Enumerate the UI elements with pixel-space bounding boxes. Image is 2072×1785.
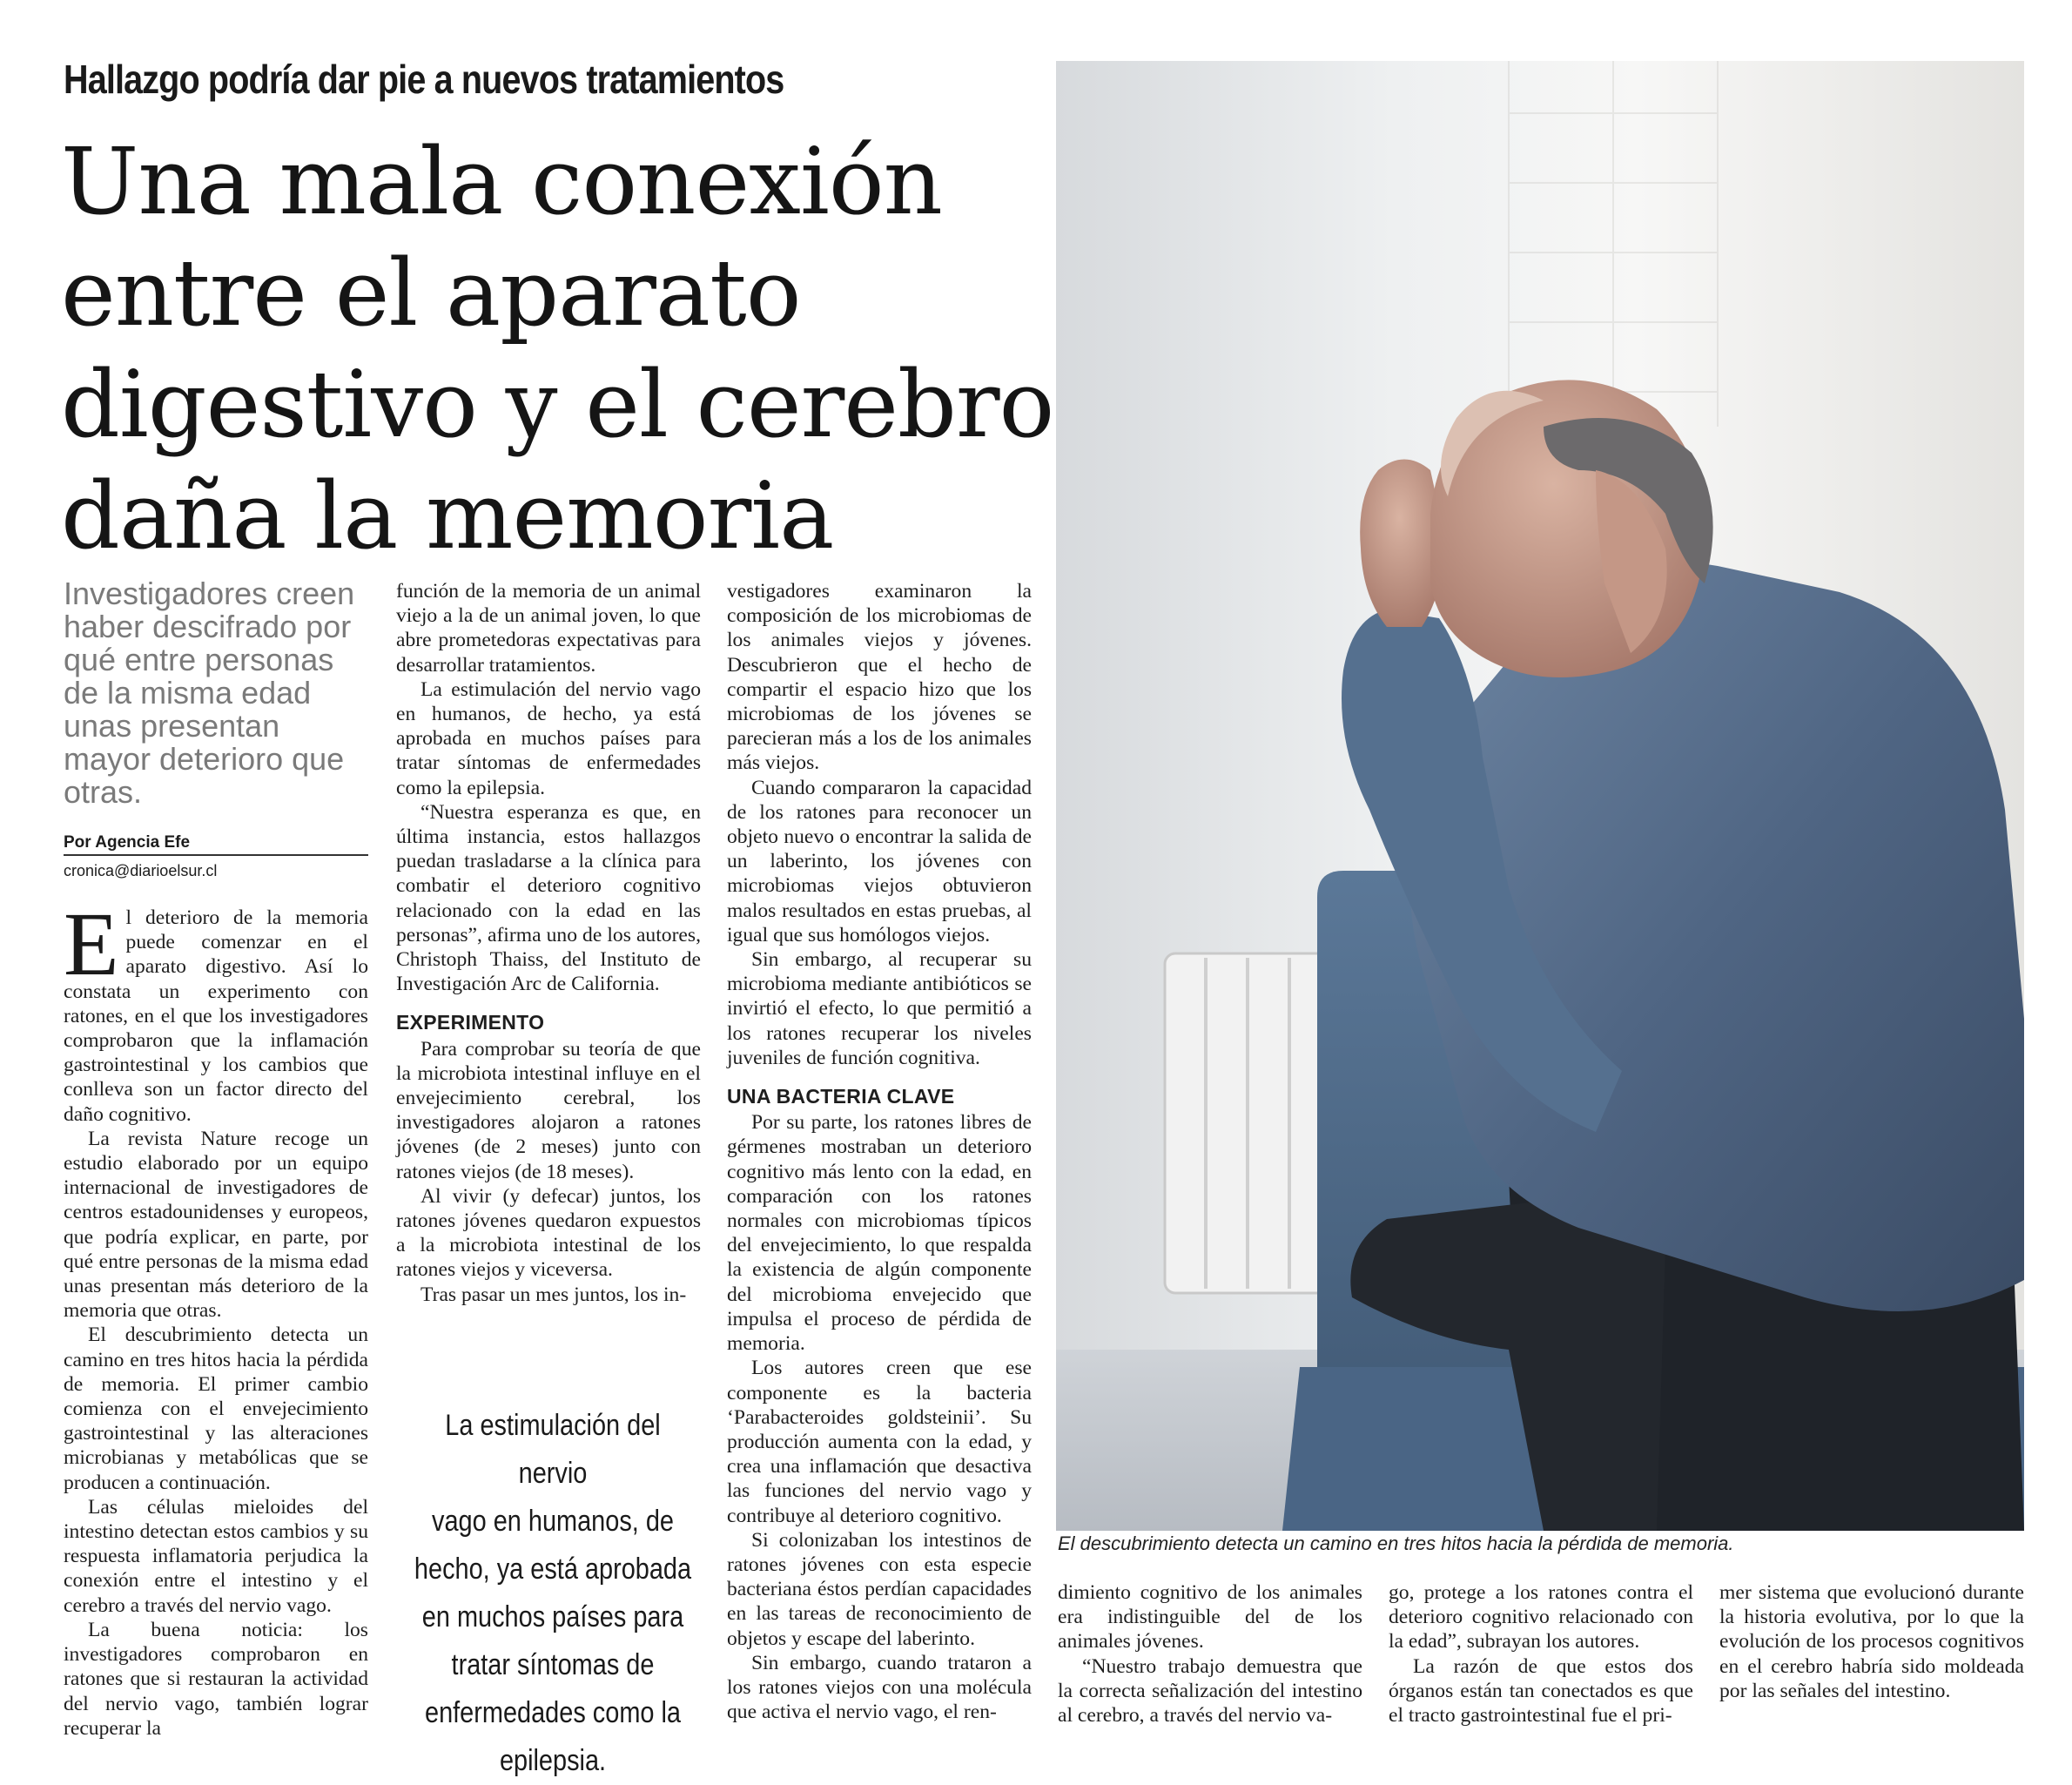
pull-quote-line: tratar síntomas de — [451, 1648, 655, 1681]
lead-summary: Investigadores creen haber descifrado por qué entre personas de la misma edad unas presentan mayor deterioro que otras. — [64, 576, 355, 810]
article-column-2 — [396, 579, 701, 1307]
headline-line: Una mala conexión — [61, 128, 942, 235]
article-paragraph: dimiento cognitivo de los animales era indistinguible del de los animales jóvenes. — [1058, 1581, 1362, 1654]
article-paragraph: vestigadores examinaron la composición de los microbiomas de los animales viejos y jóvenes. Descubrieron que el hecho de compartir el espacio hizo que los microbiomas de los jóvenes se parecieran más a los de los animales más viejos. — [727, 580, 1032, 775]
photo-caption: El descubrimiento detecta un camino en tres hitos hacia la pérdida de memoria. — [1058, 1532, 1734, 1554]
article-paragraph: “Nuestra esperanza es que, en última instancia, estos hallazgos puedan trasladarse a la clínica para combatir el deterioro cognitivo relacionado con la edad en las personas”, afirma uno de los autores, Christoph Thaiss, del Instituto de Investigación Arc de California. — [396, 800, 701, 996]
subheading-bacteria-clave: UNA BACTERIA CLAVE — [727, 1085, 955, 1108]
byline-author: Por Agencia Efe — [64, 833, 191, 852]
article-paragraph: La buena noticia: los investigadores comprobaron en ratones que si restauran la actividad del nervio vago, también lograr recuperar la — [64, 1618, 368, 1740]
article-paragraph: El descubrimiento detecta un camino en tres hitos hacia la pérdida de memoria. El primer cambio comienza con el envejecimiento gastrointestinal y las alteraciones microbianas y metabólicas que se producen a continuación. — [64, 1324, 368, 1494]
article-paragraph: Al vivir (y defecar) juntos, los ratones jóvenes quedaron expuestos a la microbiota intestinal de los ratones viejos y viceversa. — [396, 1184, 701, 1282]
article-paragraph: función de la memoria de un animal viejo a la de un animal joven, lo que abre prometedoras expectativas para desarrollar tratamientos. — [396, 580, 701, 677]
pull-quote-line: en muchos países para — [421, 1600, 684, 1633]
article-paragraph: El deterioro de la memoria puede comenzar en el aparato digestivo. Así lo constata un experimento con ratones, en el que los investigadores comprobaron que la inflamación gastrointestinal y los cambios que conlleva son un factor directo del daño cognitivo. — [64, 894, 368, 1126]
article-paragraph: Si colonizaban los intestinos de ratones jóvenes con esta especie bacteriana éstos perdían capacidades en las tareas de reconocimiento de objetos y escape del laberinto. — [727, 1528, 1032, 1650]
photo-pensive-man — [1056, 61, 2024, 1531]
article-column-4 — [1058, 1580, 1362, 1728]
headline-line: daña la memoria — [61, 462, 834, 569]
article-column-5 — [1389, 1580, 1693, 1728]
article-paragraph: “Nuestro trabajo demuestra que la correcta señalización del intestino al cerebro, a través del nervio va- — [1058, 1654, 1362, 1728]
headline-line: entre el aparato — [61, 239, 801, 347]
article-paragraph: La razón de que estos dos órganos están tan conectados es que el tracto gastrointestinal fue el pri- — [1389, 1654, 1693, 1728]
article-paragraph: Sin embargo, al recuperar su microbioma mediante antibióticos se invirtió el efecto, lo que permitió a los ratones recuperar los niveles juveniles de función cognitiva. — [727, 948, 1032, 1069]
article-paragraph: Los autores creen que ese componente es la bacteria ‘Parabacteroides goldsteinii’. Su producción aumenta con la edad, y crea una inflamación que desactiva las funciones del nervio vago y contribuye al deterioro cognitivo. — [727, 1357, 1032, 1527]
article-paragraph: mer sistema que evolucionó durante la historia evolutiva, por lo que la evolución de los procesos cognitivos en el cerebro habría sido moldeada por las señales del intestino. — [1719, 1581, 2024, 1702]
author-email: cronica@diarioelsur.cl — [64, 862, 218, 879]
pull-quote — [387, 1402, 718, 1785]
article-column-6 — [1719, 1580, 2024, 1703]
kicker: Hallazgo podría dar pie a nuevos tratamientos — [64, 57, 784, 102]
article-photo — [1056, 61, 2024, 1531]
article-paragraph: Para comprobar su teoría de que la microbiota intestinal influye en el envejecimiento cerebral, los investigadores alojaron a ratones jóvenes (de 2 meses) junto con ratones viejos (de 18 meses). — [396, 1037, 701, 1183]
article-paragraph: Las células mieloides del intestino detectan estos cambios y su respuesta inflamatoria perjudica la conexión entre el intestino y el cerebro a través del nervio vago. — [64, 1495, 368, 1617]
pull-quote-line: hecho, ya está aprobada — [414, 1553, 692, 1586]
pull-quote-line: epilepsia. — [499, 1744, 607, 1777]
byline — [64, 833, 368, 856]
headline-line: digestivo y el cerebro — [61, 351, 1054, 458]
pull-quote-line: La estimulación del nervio — [445, 1409, 661, 1490]
article-paragraph: Por su parte, los ratones libres de gérmenes mostraban un deterioro cognitivo más lento con la edad, en comparación con los ratones normales con microbiomas típicos del envejecimiento, lo que respalda la existencia de algún componente del microbioma envejecido que impulsa el proceso de pérdida de memoria. — [727, 1111, 1032, 1356]
article-paragraph: Cuando compararon la capacidad de los ratones para reconocer un objeto nuevo o encontrar la salida de un laberinto, los jóvenes con microbiomas viejos obtuvieron malos resultados en estas pruebas, al igual que sus homólogos viejos. — [727, 776, 1032, 946]
article-paragraph: Tras pasar un mes juntos, los in- — [420, 1283, 687, 1306]
drop-cap: E — [64, 894, 119, 994]
article-paragraph: go, protege a los ratones contra el deterioro cognitivo relacionado con la edad”, subrayan los autores. — [1389, 1581, 1693, 1654]
article-column-1 — [64, 894, 368, 1741]
pull-quote-line: vago en humanos, de — [432, 1505, 674, 1538]
article-paragraph: La estimulación del nervio vago en humanos, de hecho, ya está aprobada en muchos países para tratar síntomas de enfermedades como la epilepsia. — [396, 677, 701, 799]
subheading-experimento: EXPERIMENTO — [396, 1011, 545, 1034]
headline — [61, 126, 1054, 572]
pull-quote-line: enfermedades como la — [425, 1696, 681, 1729]
article-paragraph: Sin embargo, cuando trataron a los ratones viejos con una molécula que activa el nervio vago, el ren- — [727, 1651, 1032, 1724]
article-paragraph: La revista Nature recoge un estudio elaborado por un equipo internacional de investigadores de centros estadounidenses y europeos, que podría explicar, en parte, por qué entre personas de la misma edad unas presentan más deterioro de la memoria que otras. — [64, 1127, 368, 1323]
article-column-3 — [727, 579, 1032, 1724]
